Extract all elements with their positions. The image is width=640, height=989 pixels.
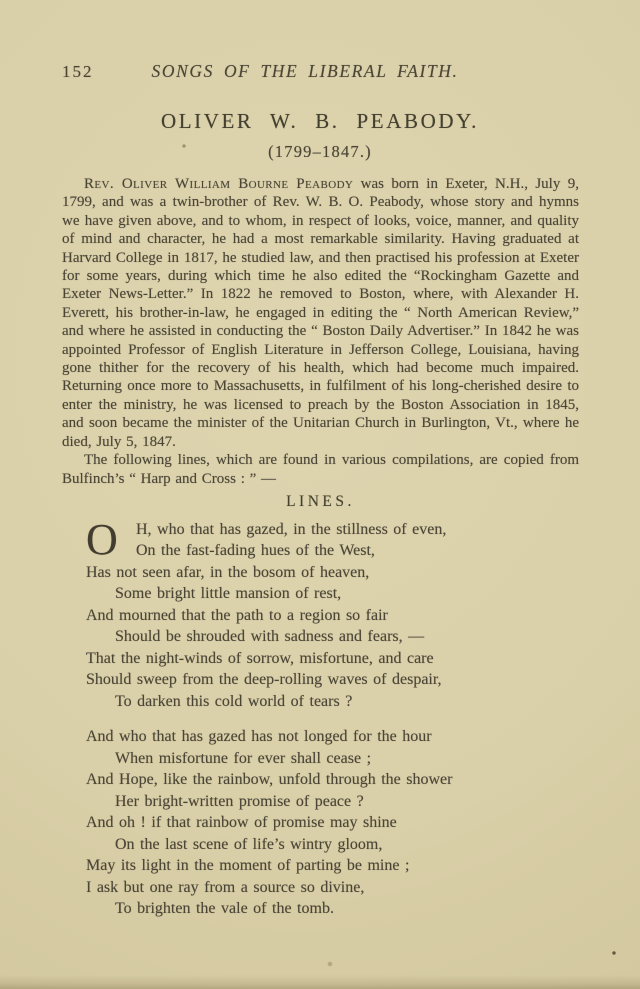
drop-cap: O: [86, 514, 118, 564]
poem: [62, 514, 579, 920]
poem-line: And mourned that the path to a region so fair: [86, 606, 388, 624]
poem-heading: LINES.: [286, 492, 355, 510]
poem-line: Has not seen afar, in the bosom of heaven,: [86, 563, 370, 581]
poem-line: When misfortune for ever shall cease ;: [115, 749, 372, 767]
poem-line: Some bright little mansion of rest,: [115, 585, 342, 603]
poem-line: Should be shrouded with sadness and fears, —: [115, 628, 425, 646]
biography-body: was born in Exeter, N.H., July 9, 1799, and was a twin-brother of Rev. W. B. O. Peabody, whose story and hymns we have given above, and to whom, in respect of looks, voice, manner, and quality of mind and character, he had a most remarkable similarity. Having graduated at Harvard College in 1817, he studied law, and then practised his profession at Exeter for some years, during which time he also edited the “Rockingham Gazette and Exeter News-Letter.” In 1822 he removed to Boston, where, with Alexander H. Everett, his brother-in-law, he engaged in editing the “ North American Review,” and where he assisted in conducting the “ Boston Daily Advertiser.” In 1842 he was appointed Professor of English Literature in Jefferson College, Louisiana, having gone thither for the recovery of his health, which had become much impaired. Returning once more to Massachusetts, in fulfilment of his long-cherished desire to enter the ministry, he was licensed to preach by the Boston Association in 1845, and soon became the minister of the Unitarian Church in Burlington, Vt., where he died, July 5, 1847.: [62, 176, 579, 450]
poem-line: On the last scene of life’s wintry gloom,: [115, 835, 383, 853]
poem-stanza-2: [86, 726, 579, 920]
page-number: 152: [62, 62, 94, 81]
biography-paragraph: [62, 175, 579, 451]
poem-line: And who that has gazed has not longed for the hour: [86, 728, 432, 746]
article-dates: (1799–1847.): [268, 142, 372, 161]
running-header: [62, 61, 578, 83]
poem-line: Her bright-written promise of peace ?: [115, 792, 364, 810]
poem-line: May its light in the moment of parting be mine ;: [86, 857, 410, 875]
poem-line: And Hope, like the rainbow, unfold through the shower: [86, 771, 453, 789]
poem-line-text: H, who that has gazed, in the stillness of even,: [136, 520, 447, 538]
biography-lead-smallcaps: Rev. Oliver William Bourne Peabody: [84, 176, 354, 192]
poem-line: To brighten the vale of the tomb.: [115, 900, 334, 918]
running-title: SONGS OF THE LIBERAL FAITH.: [151, 61, 459, 81]
poem-stanza-1: [86, 514, 579, 713]
article-title: OLIVER W. B. PEABODY.: [160, 109, 480, 133]
poem-line: That the night-winds of sorrow, misfortune, and care: [86, 649, 434, 667]
poem-line: Should sweep from the deep-rolling waves of despair,: [86, 671, 442, 689]
poem-line: And oh ! if that rainbow of promise may shine: [86, 814, 397, 832]
poem-line: I ask but one ray from a source so divine,: [86, 878, 365, 896]
poem-line: To darken this cold world of tears ?: [115, 692, 353, 710]
text-column: [62, 175, 579, 920]
poem-line: On the fast-fading hues of the West,: [136, 542, 375, 560]
note-paragraph: The following lines, which are found in various compilations, are copied from Bulfinch’s “ Harp and Cross : ” —: [62, 452, 579, 487]
